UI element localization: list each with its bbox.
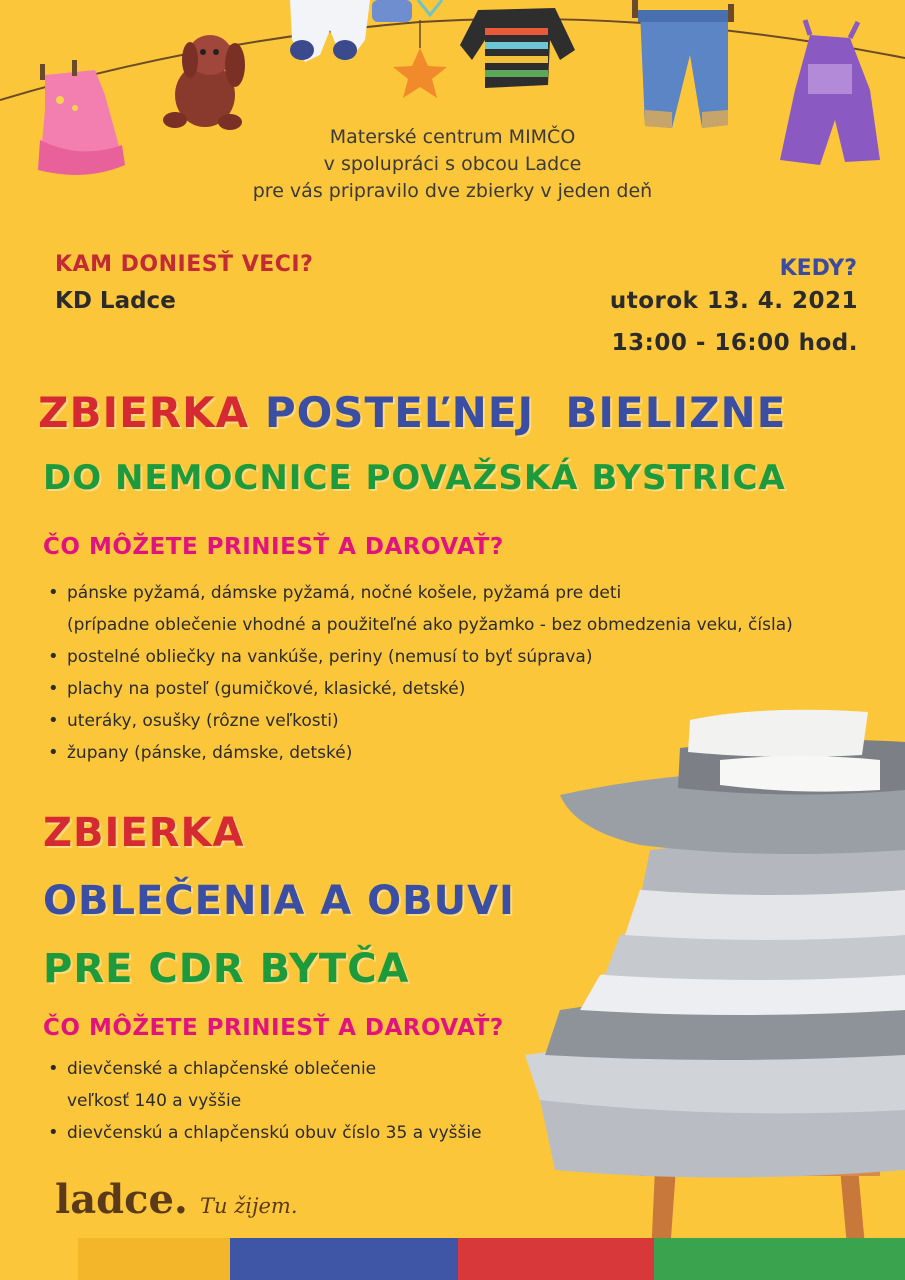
collection2-line3: PRE CDR BYTČA	[43, 946, 410, 992]
when-date: utorok 13. 4. 2021	[609, 288, 858, 314]
when-time: 13:00 - 16:00 hod.	[611, 330, 858, 356]
collection1-title	[38, 388, 786, 437]
intro-line-2: v spolupráci s obcou Ladce	[323, 153, 582, 175]
list-item: • postelné obliečky na vankúše, periny (nemusí to byť súprava)	[43, 641, 903, 673]
jeans-illustration	[632, 0, 734, 128]
collection2-list	[43, 1053, 563, 1149]
ladce-slogan: Tu žijem.	[200, 1194, 298, 1218]
list-item: • uteráky, osušky (rôzne veľkosti)	[43, 705, 903, 737]
collection1-title-word1: ZBIERKA	[38, 388, 250, 437]
collection2-subheading: ČO MÔŽETE PRINIESŤ A DAROVAŤ?	[43, 1015, 504, 1041]
collection1-title-line2: DO NEMOCNICE POVAŽSKÁ BYSTRICA	[43, 458, 786, 498]
ladce-logo: ladce.	[55, 1176, 188, 1223]
intro-line-3: pre vás pripravilo dve zbierky v jeden deň	[252, 180, 653, 202]
color-stripe-blue	[230, 1238, 458, 1280]
collection1-title-word2: POSTEĽNEJ BIELIZNE	[264, 388, 787, 437]
collection1-subheading: ČO MÔŽETE PRINIESŤ A DAROVAŤ?	[43, 534, 504, 560]
where-value: KD Ladce	[55, 288, 176, 314]
blue-garment-illustration	[372, 0, 442, 22]
clothesline	[0, 19, 905, 100]
color-stripe-red	[458, 1238, 654, 1280]
list-item: • dievčenské a chlapčenské oblečenie	[43, 1053, 563, 1085]
color-stripe-yellow	[78, 1238, 230, 1280]
intro-text	[0, 124, 905, 205]
collection2-line2: OBLEČENIA A OBUVI	[43, 878, 515, 924]
star-illustration	[393, 48, 447, 98]
teddy-dog-illustration	[163, 35, 245, 130]
list-item: • pánske pyžamá, dámske pyžamá, nočné košele, pyžamá pre deti	[43, 577, 903, 609]
laundry-pile-illustration	[525, 710, 905, 1280]
where-label: KAM DONIESŤ VECI?	[55, 252, 314, 277]
striped-sweater-illustration	[460, 8, 575, 88]
color-stripe-green	[654, 1238, 905, 1280]
list-item: (prípadne oblečenie vhodné a použiteľné ako pyžamko - bez obmedzenia veku, čísla)	[67, 615, 793, 635]
list-item: • župany (pánske, dámske, detské)	[43, 737, 903, 769]
list-item: • dievčenskú a chlapčenskú obuv číslo 35 a vyššie	[43, 1117, 563, 1149]
collection1-list	[43, 577, 903, 769]
list-item: • plachy na posteľ (gumičkové, klasické, detské)	[43, 673, 903, 705]
list-item: veľkosť 140 a vyššie	[67, 1091, 242, 1111]
intro-line-1: Materské centrum MIMČO	[329, 126, 576, 148]
when-label: KEDY?	[779, 256, 857, 281]
collection2-line1: ZBIERKA	[43, 810, 245, 856]
